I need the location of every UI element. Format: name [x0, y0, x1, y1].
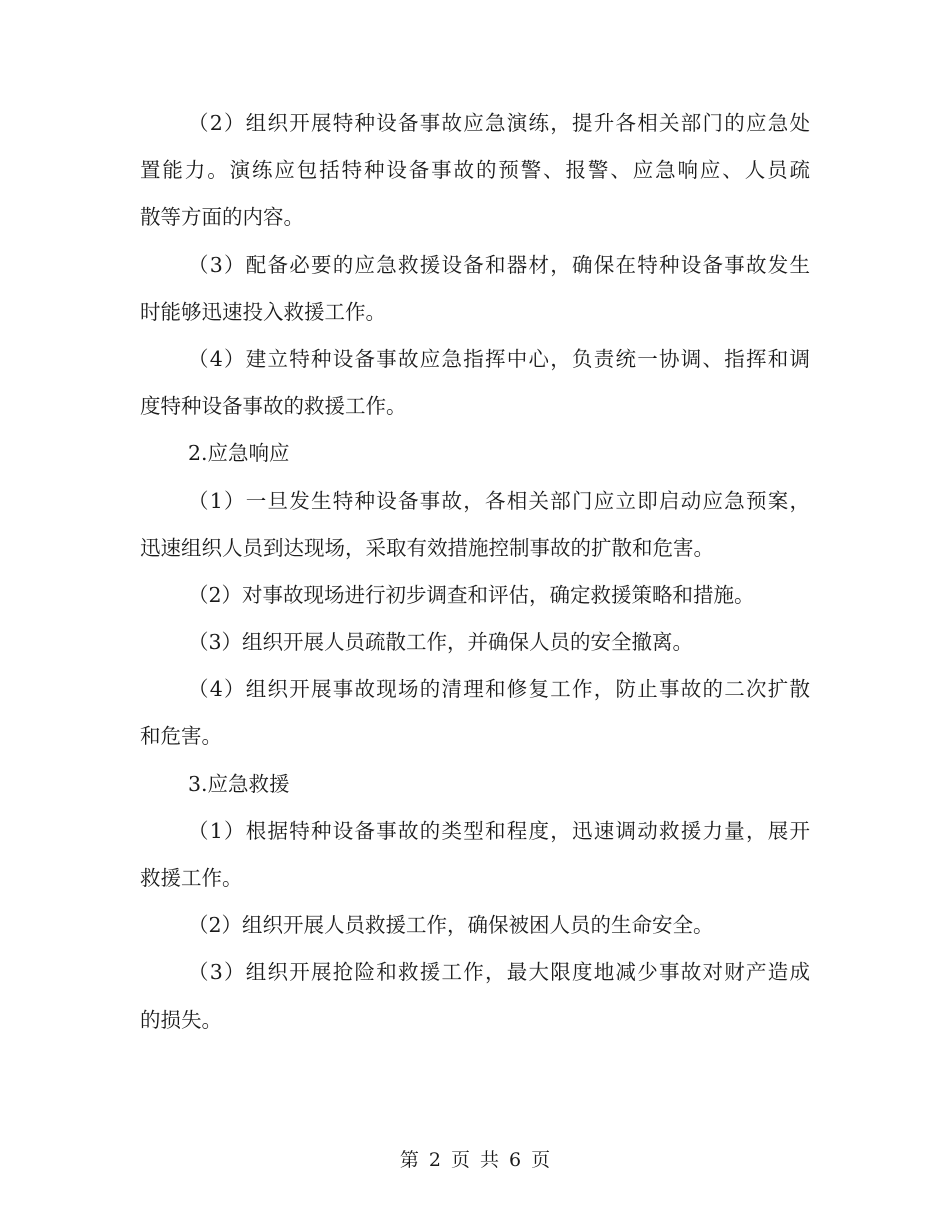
text-line: 救援工作。: [140, 866, 243, 890]
text-line: （3）组织开展人员疏散工作，并确保人员的安全撤离。: [188, 630, 694, 655]
section-heading: 3.应急救援: [188, 771, 290, 796]
text-line: （2）组织开展人员救援工作，确保被困人员的生命安全。: [188, 913, 714, 938]
text-line: （1）根据特种设备事故的类型和程度，迅速调动救援力量，展开: [188, 818, 810, 843]
text-line: 的损失。: [140, 1007, 222, 1032]
text-line: 置能力。演练应包括特种设备事故的预警、报警、应急响应、人员疏: [140, 158, 810, 183]
document-body: [140, 100, 810, 1044]
text-line: 迅速组织人员到达现场，采取有效措施控制事故的扩散和危害。: [140, 535, 714, 560]
text-line: 时能够迅速投入救援工作。: [140, 299, 386, 324]
text-line: （2）对事故现场进行初步调查和评估，确定救援策略和措施。: [188, 582, 755, 607]
text-line: 和危害。: [140, 724, 222, 749]
text-line: （2）组织开展特种设备事故应急演练，提升各相关部门的应急处: [188, 111, 810, 135]
section-heading: 2.应急响应: [188, 441, 290, 466]
text-line: （1）一旦发生特种设备事故，各相关部门应立即启动应急预案，: [188, 488, 810, 513]
text-line: （4）组织开展事故现场的清理和修复工作，防止事故的二次扩散: [188, 677, 810, 702]
text-line: 度特种设备事故的救援工作。: [140, 394, 407, 419]
page-number-footer: 第 2 页 共 6 页: [399, 1149, 551, 1171]
text-line: （4）建立特种设备事故应急指挥中心，负责统一协调、指挥和调: [188, 346, 810, 371]
text-line: 散等方面的内容。: [140, 205, 304, 230]
text-line: （3）配备必要的应急救援设备和器材，确保在特种设备事故发生: [188, 252, 810, 277]
text-line: （3）组织开展抢险和救援工作，最大限度地减少事故对财产造成: [188, 960, 810, 985]
